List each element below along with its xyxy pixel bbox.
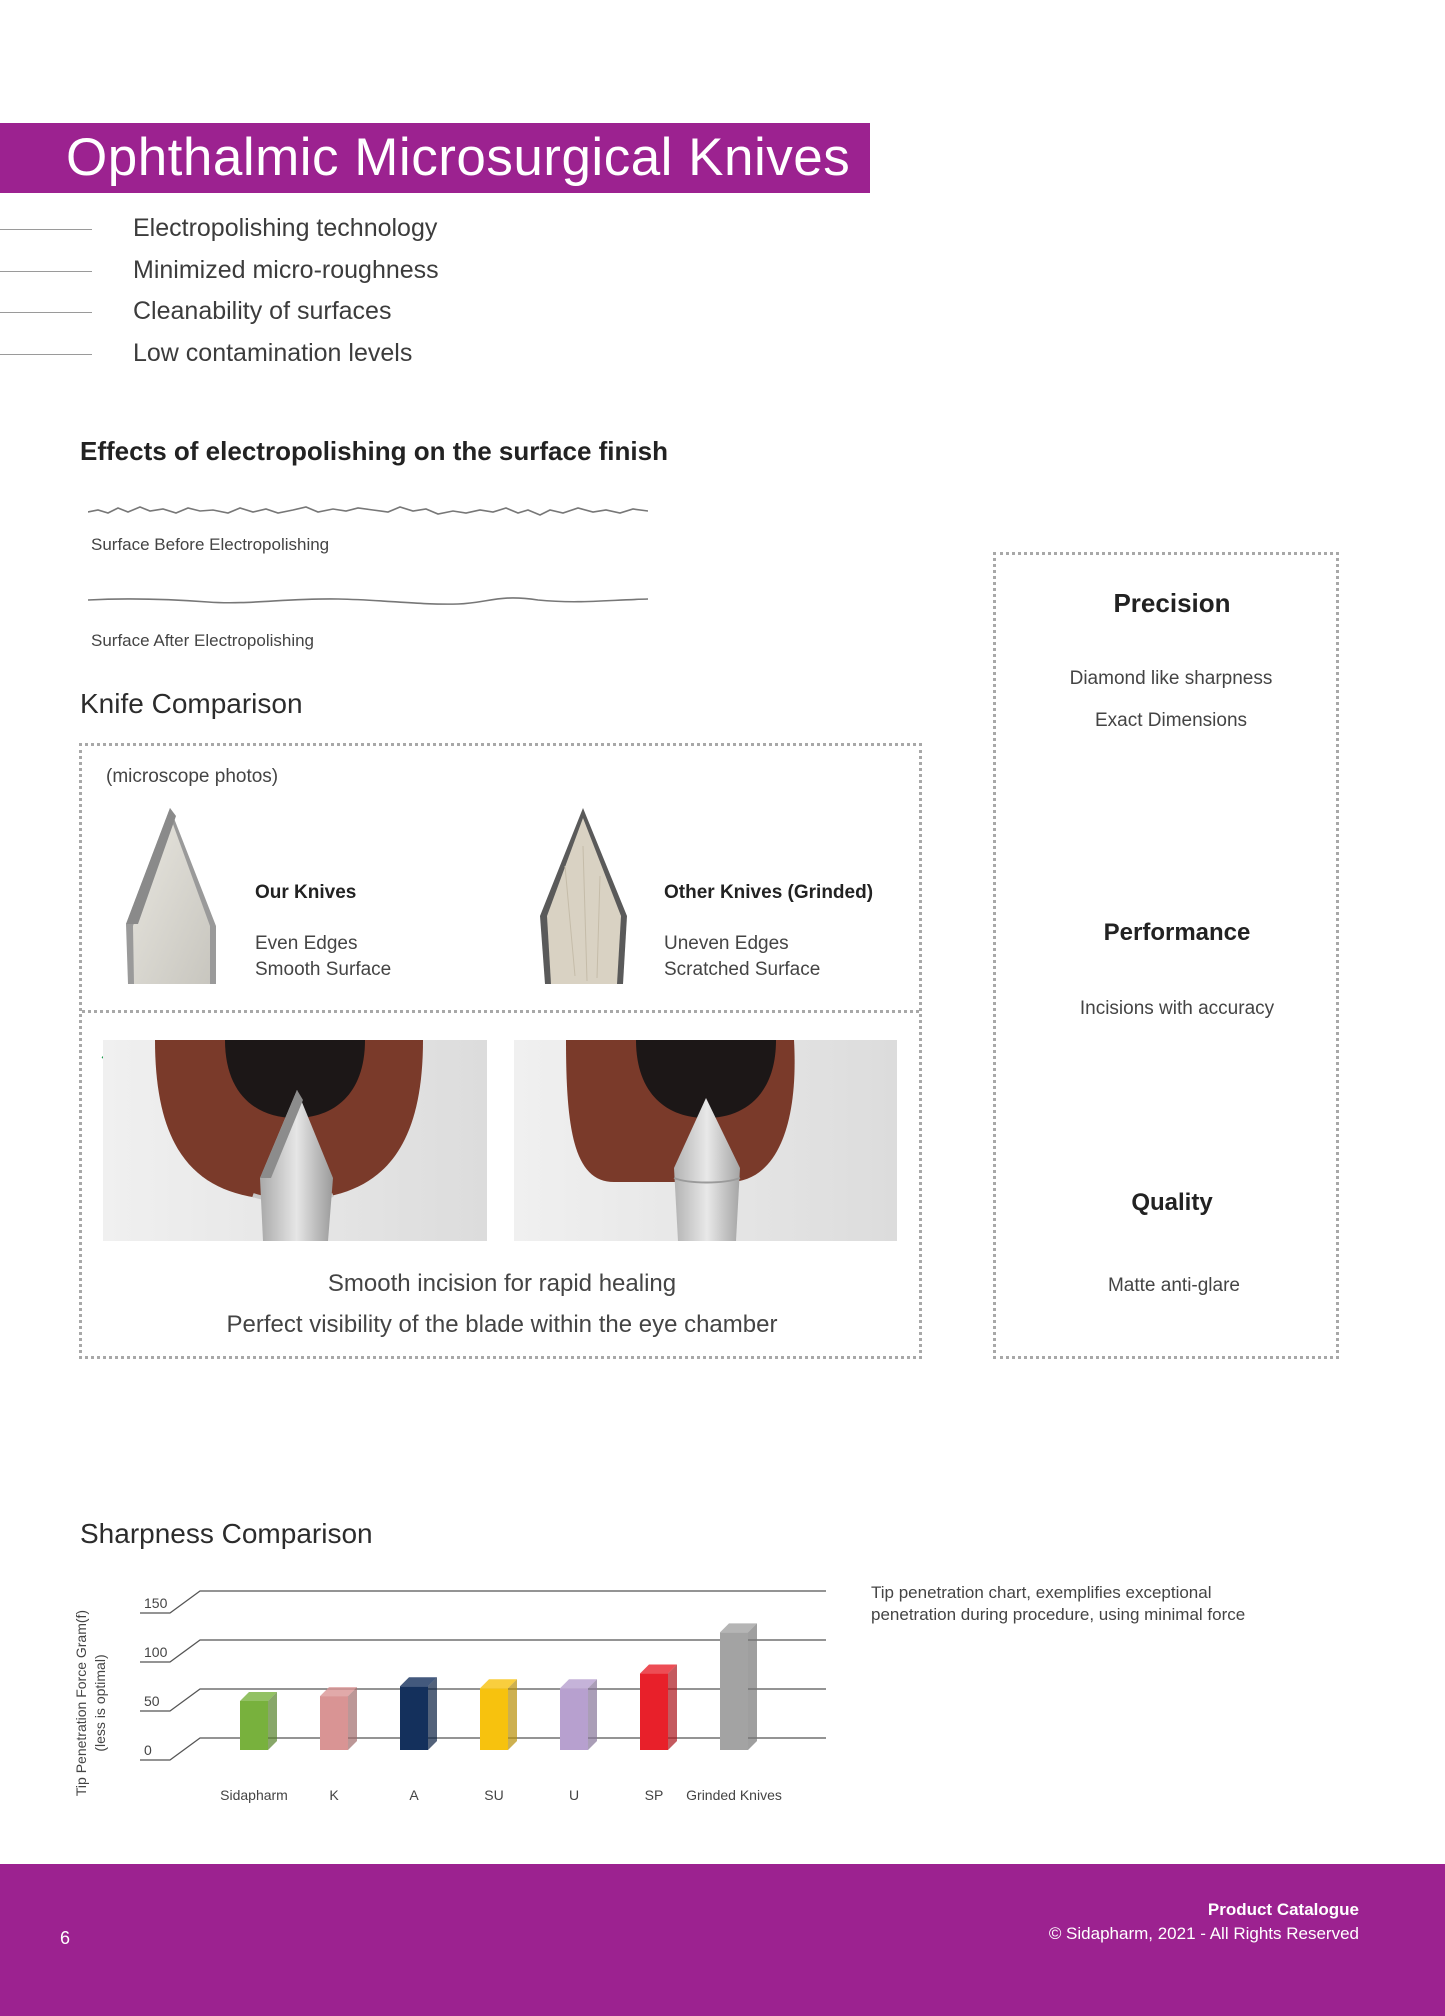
other-knives-line1: Uneven Edges bbox=[664, 933, 789, 954]
chart-category-label: SU bbox=[484, 1787, 504, 1803]
surface-before-label: Surface Before Electropolishing bbox=[91, 535, 330, 554]
chart-bar bbox=[720, 1623, 757, 1750]
chart-gridline bbox=[140, 1591, 826, 1613]
chart-y-tick-label: 0 bbox=[144, 1742, 152, 1758]
quality-line1: Matte anti-glare bbox=[1107, 1275, 1240, 1296]
performance-line1: Incisions with accuracy bbox=[1079, 998, 1275, 1019]
feature-rule bbox=[0, 312, 92, 313]
surface-after-label: Surface After Electropolishing bbox=[91, 631, 315, 650]
chart-category-labels bbox=[0, 1787, 900, 1811]
feature-item: Cleanability of surfaces bbox=[133, 297, 392, 325]
chart-category-label: SP bbox=[644, 1787, 664, 1803]
chart-y-tick-label: 150 bbox=[144, 1595, 168, 1611]
feature-rule bbox=[0, 271, 92, 272]
chart-y-axis-subtitle: (less is optimal) bbox=[92, 1654, 108, 1752]
precision-title: Precision bbox=[1113, 588, 1231, 618]
chart-y-axis-title: Tip Penetration Force Gram(f) bbox=[73, 1609, 89, 1797]
microscope-note: (microscope photos) bbox=[106, 766, 279, 787]
chart-category-label: Grinded Knives bbox=[686, 1787, 782, 1803]
chart-category-label: A bbox=[409, 1787, 419, 1803]
chart-y-tick-label: 100 bbox=[144, 1644, 168, 1660]
chart-bar bbox=[480, 1679, 517, 1750]
other-knives-line2: Scratched Surface bbox=[664, 959, 821, 980]
eye-caption-1: Smooth incision for rapid healing bbox=[327, 1270, 677, 1297]
sharpness-description: Tip penetration chart, exemplifies exceptional penetration during procedure, using minimal force bbox=[871, 1583, 1246, 1624]
chart-bar bbox=[560, 1679, 597, 1750]
precision-line1: Diamond like sharpness bbox=[1069, 668, 1273, 689]
our-knives-title: Our Knives bbox=[255, 882, 357, 903]
title-bar bbox=[0, 123, 870, 193]
performance-title: Performance bbox=[1103, 919, 1251, 946]
other-knife-photo bbox=[535, 806, 635, 984]
chart-bar bbox=[240, 1692, 277, 1750]
chart-bar bbox=[320, 1687, 357, 1750]
rough-surface-line bbox=[88, 496, 648, 526]
page-title: Ophthalmic Microsurgical Knives bbox=[66, 128, 851, 187]
feature-rule bbox=[0, 229, 92, 230]
precision-line2: Exact Dimensions bbox=[1094, 710, 1248, 731]
eye-incision-ours-image bbox=[103, 1040, 487, 1241]
quality-title: Quality bbox=[1131, 1189, 1213, 1216]
smooth-surface-line bbox=[88, 586, 648, 616]
chart-category-label: U bbox=[568, 1787, 580, 1803]
knife-comparison-heading: Knife Comparison bbox=[80, 688, 303, 719]
other-knives-title: Other Knives (Grinded) bbox=[664, 882, 874, 903]
our-knife-photo bbox=[120, 806, 230, 984]
feature-item: Low contamination levels bbox=[133, 339, 413, 367]
feature-rule bbox=[0, 354, 92, 355]
chart-category-label: Sidapharm bbox=[220, 1787, 288, 1803]
feature-item: Minimized micro-roughness bbox=[133, 256, 439, 284]
sharpness-heading: Sharpness Comparison bbox=[80, 1518, 373, 1549]
sharpness-bar-chart bbox=[130, 1575, 850, 1815]
page-number: 6 bbox=[60, 1928, 71, 1948]
footer bbox=[0, 1864, 1445, 2016]
our-knives-line1: Even Edges bbox=[255, 933, 358, 954]
eye-caption-2: Perfect visibility of the blade within the eye chamber bbox=[226, 1311, 778, 1338]
copyright-text: © Sidapharm, 2021 - All Rights Reserved bbox=[1048, 1924, 1359, 1943]
chart-bar bbox=[400, 1677, 437, 1750]
chart-y-tick-label: 50 bbox=[144, 1693, 160, 1709]
knife-box-divider bbox=[82, 1010, 919, 1013]
eye-incision-others-image bbox=[514, 1040, 897, 1241]
electropolishing-heading: Effects of electropolishing on the surface finish bbox=[80, 436, 668, 466]
catalogue-label: Product Catalogue bbox=[1207, 1900, 1359, 1919]
feature-item: Electropolishing technology bbox=[133, 214, 438, 242]
chart-bar bbox=[640, 1665, 677, 1750]
our-knives-line2: Smooth Surface bbox=[255, 959, 392, 980]
chart-category-label: K bbox=[329, 1787, 339, 1803]
